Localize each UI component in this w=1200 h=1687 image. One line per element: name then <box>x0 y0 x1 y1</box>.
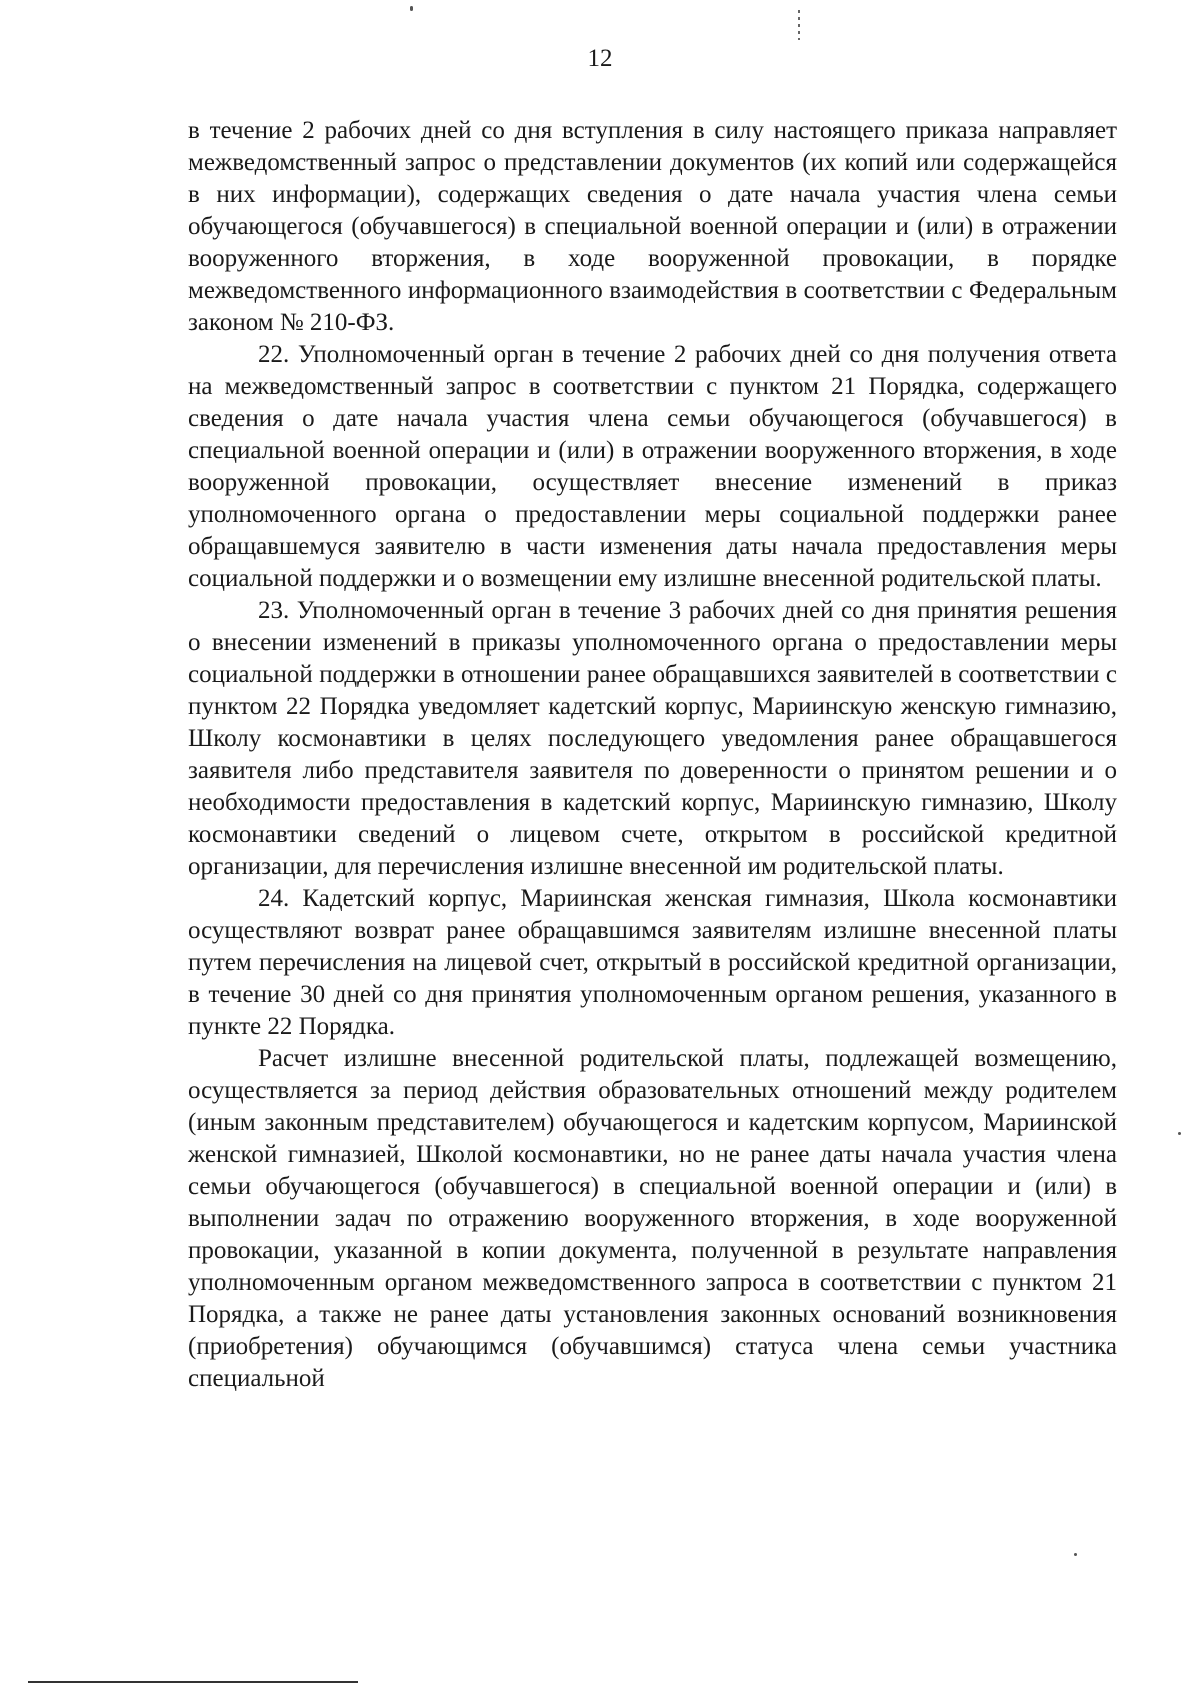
scan-dotted-mark <box>798 10 800 40</box>
scan-speck <box>410 6 413 11</box>
scan-speck <box>1074 1553 1077 1556</box>
paragraph-item-23: 23. Уполномоченный орган в течение 3 рабочих дней со дня принятия решения о внесении изменений в приказы уполномоченного органа о предоставлении меры социальной поддержки в отношении ранее обращавшихся заявителей в соответствии с пунктом 22 Порядка уведомляет кадетский корпус, Мариинскую женскую гимназию, Школу космонавтики в целях последующего уведомления ранее обращавшегося заявителя либо представителя заявителя по доверенности о принятом решении и о необходимости предоставления в кадетский корпус, Мариинскую гимназию, Школу космонавтики сведений о лицевом счете, открытом в российской кредитной организации, для перечисления излишне внесенной им родительской платы. <box>188 597 1117 880</box>
paragraph-item-24: 24. Кадетский корпус, Мариинская женская гимназия, Школа космонавтики осуществляют возврат ранее обращавшимся заявителям излишне внесенной платы путем перечисления на лицевой счет, открытый в российской кредитной организации, в течение 30 дней со дня принятия уполномоченным органом решения, указанного в пункте 22 Порядка. <box>188 885 1117 1040</box>
footer-rule <box>28 1681 358 1683</box>
paragraph-continuation: в течение 2 рабочих дней со дня вступления в силу настоящего приказа направляет межведомственный запрос о представлении документов (их копий или содержащейся в них информации), содержащих сведения о дате начала участия члена семьи обучающегося (обучавшегося) в специальной военной операции и (или) в отражении вооруженного вторжения, в ходе вооруженной провокации, в порядке межведомственного информационного взаимодействия в соответствии с Федеральным законом № 210-ФЗ. <box>188 117 1117 336</box>
document-body <box>188 115 1117 1395</box>
paragraph-item-22: 22. Уполномоченный орган в течение 2 рабочих дней со дня получения ответа на межведомственный запрос в соответствии с пунктом 21 Порядка, содержащего сведения о дате начала участия члена семьи обучающегося (обучавшегося) в специальной военной операции и (или) в отражении вооруженного вторжения, в ходе вооруженной провокации, осуществляет внесение изменений в приказ уполномоченного органа о предоставлении меры социальной поддержки ранее обращавшемуся заявителю в части изменения даты начала предоставления меры социальной поддержки и о возмещении ему излишне внесенной родительской платы. <box>188 341 1117 592</box>
paragraph-calculation: Расчет излишне внесенной родительской платы, подлежащей возмещению, осуществляется за период действия образовательных отношений между родителем (иным законным представителем) обучающегося и кадетским корпусом, Мариинской женской гимназией, Школой космонавтики, но не ранее даты начала участия члена семьи обучающегося (обучавшегося) в специальной военной операции и (или) в выполнении задач по отражению вооруженного вторжения, в ходе вооруженной провокации, указанной в копии документа, полученной в результате направления уполномоченным органом межведомственного запроса в соответствии с пунктом 21 Порядка, а также не ранее даты установления законных оснований возникновения (приобретения) обучающимся (обучавшимся) статуса члена семьи участника специальной <box>188 1045 1117 1392</box>
scan-speck <box>1178 1132 1181 1135</box>
page-number: 12 <box>587 45 613 72</box>
